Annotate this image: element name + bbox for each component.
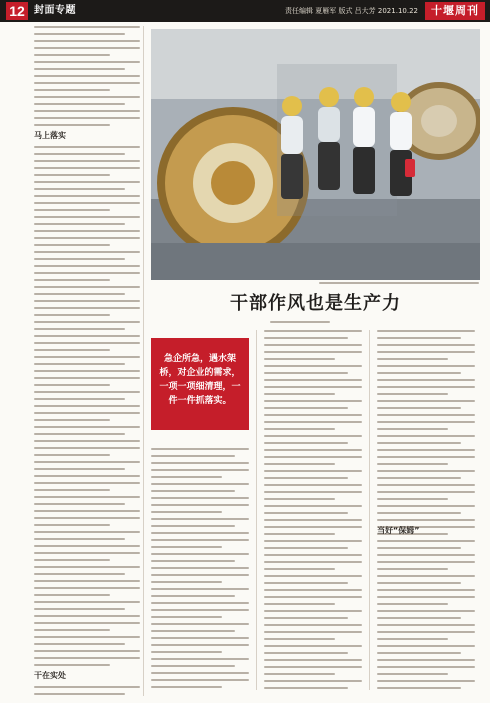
article-headline: 干部作风也是生产力 — [230, 293, 401, 314]
masthead: 十堰周刊 — [425, 2, 485, 20]
left-column-text-middle — [34, 146, 140, 666]
section-title: 封面专题 — [34, 5, 76, 16]
headline-area — [151, 292, 480, 316]
photo-caption-placeholder — [151, 282, 480, 284]
byline-placeholder — [270, 318, 330, 326]
pull-quote-text: 急企所急，遇水架桥，对企业的需求，一项一项细清理，一件一件抓落实。 — [159, 354, 241, 406]
left-column-divider — [143, 26, 144, 696]
body-divider-2 — [369, 330, 370, 690]
body-divider-1 — [256, 330, 257, 690]
factory-photo — [151, 29, 480, 280]
pull-quote — [151, 338, 249, 430]
right-subhead: 当好“保姆” — [377, 526, 420, 535]
left-column-text-top — [34, 26, 140, 126]
left-subhead-2: 干在实处 — [34, 671, 66, 680]
page-header — [0, 0, 490, 22]
body-column-1 — [151, 448, 249, 690]
left-column — [34, 26, 140, 696]
left-column-text-bottom — [34, 686, 140, 696]
body-column-2 — [264, 330, 362, 690]
credits-line: 责任编辑 夏雁军 版式 吕大芳 2021.10.22 — [285, 7, 418, 15]
left-subhead-1: 马上落实 — [34, 131, 66, 140]
body-column-3 — [377, 330, 475, 690]
page-number: 12 — [6, 2, 28, 20]
